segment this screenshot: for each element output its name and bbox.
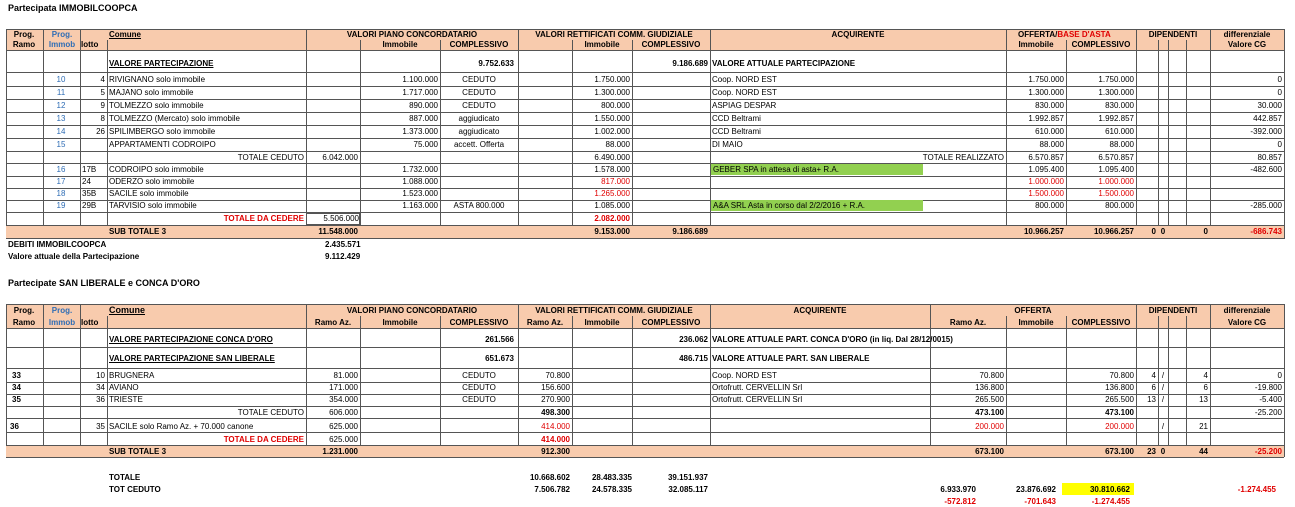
header-lotto: lotto	[81, 40, 99, 49]
label-totale-da-cedere: TOTALE DA CEDERE	[223, 214, 304, 223]
row-piano-complessivo: CEDUTO	[462, 383, 496, 392]
row-lotto: 29B	[82, 201, 97, 210]
row-lotto: 10	[96, 371, 105, 380]
row-comune: APPARTAMENTI CODROIPO	[109, 140, 216, 149]
row-piano-immobile: 1.088.000	[402, 177, 438, 186]
row-rett-immobile: 1.750.000	[594, 75, 630, 84]
conca-rett: 236.062	[679, 335, 708, 344]
header2-off-complessivo: COMPLESSIVO	[1071, 318, 1131, 327]
header-valori-piano: VALORI PIANO CONCORDATARIO	[346, 30, 478, 39]
row-off-complessivo: 1.992.857	[1098, 114, 1134, 123]
neg-a: -572.812	[944, 497, 976, 506]
row-piano-complessivo: CEDUTO	[462, 101, 496, 110]
row-piano-complessivo: aggiudicato	[458, 127, 500, 136]
row36-comune: SACILE solo Ramo Az. + 70.000 canone	[109, 422, 254, 431]
row-rett-ramo: 156.600	[541, 383, 570, 392]
row-differenziale: 0	[1277, 371, 1282, 380]
row-dip-sep: /	[1161, 371, 1165, 380]
tot2-ceduto-piano: 606.000	[329, 408, 358, 417]
row-differenziale: 442.857	[1253, 114, 1282, 123]
header-differenziale: differenziale	[1223, 30, 1271, 39]
label-totale-ceduto: TOTALE CEDUTO	[237, 153, 304, 162]
tot-real-imm: 6.570.857	[1028, 153, 1064, 162]
row-acquirente: A&A SRL Asta in corso dal 2/2/2016 + R.A.	[713, 201, 866, 210]
off-a: 6.933.970	[940, 485, 976, 494]
label2-sub-totale-3: SUB TOTALE 3	[109, 447, 167, 456]
row-piano-immobile: 1.100.000	[402, 75, 438, 84]
row-off-ramo: 136.800	[975, 383, 1004, 392]
row36-rett-ramo: 414.000	[541, 422, 570, 431]
conca-piano: 261.566	[485, 335, 514, 344]
tot2-ceduto-comp: 473.100	[1105, 408, 1134, 417]
header2-rett-complessivo: COMPLESSIVO	[641, 318, 701, 327]
header-valori-rettificati: VALORI RETTIFICATI COMM. GIUDIZIALE	[535, 30, 693, 39]
row-acquirente: Coop. NORD EST	[712, 75, 777, 84]
header-valore-cg: Valore CG	[1227, 40, 1267, 49]
row-comune: TRIESTE	[109, 395, 143, 404]
row-rett-immobile: 1.578.000	[594, 165, 630, 174]
sanlib-piano: 651.673	[485, 354, 514, 363]
row-piano-complessivo: accett. Offerta	[453, 140, 505, 149]
row-piano-immobile: 887.000	[409, 114, 438, 123]
header-prog-immob: Prog.	[51, 30, 73, 39]
header2-off-immobile: Immobile	[1018, 318, 1054, 327]
row-off-ramo: 265.500	[975, 395, 1004, 404]
tot2-ceduto-diff: -25.200	[1254, 408, 1282, 417]
header2-rett-immobile: Immobile	[584, 318, 620, 327]
row-dip-c: 13	[1199, 395, 1208, 404]
row-off-complessivo: 1.095.400	[1098, 165, 1134, 174]
header2-acquirente: ACQUIRENTE	[793, 306, 847, 315]
sub2-comp: 673.100	[1105, 447, 1134, 456]
sub-off-comp: 10.966.257	[1093, 227, 1134, 236]
header2-lotto: lotto	[81, 318, 99, 327]
tot-real-comp: 6.570.857	[1098, 153, 1134, 162]
row-off-immobile: 610.000	[1035, 127, 1064, 136]
row-differenziale: 0	[1277, 140, 1282, 149]
row-differenziale: -5.400	[1259, 395, 1282, 404]
header2-valori-piano: VALORI PIANO CONCORDATARIO	[346, 306, 478, 315]
row-off-complessivo: 1.300.000	[1098, 88, 1134, 97]
row-prog-ramo: 14	[56, 127, 66, 136]
row-dip-a: 6	[1151, 383, 1156, 392]
row-acquirente: Ortofrutt. CERVELLIN Srl	[712, 395, 803, 404]
header2-piano-immobile: Immobile	[382, 318, 418, 327]
tot-real-diff: 80.857	[1257, 153, 1282, 162]
sub-dip-b: 0	[1160, 227, 1166, 236]
label-san-liberale: VALORE PARTECIPAZIONE SAN LIBERALE	[109, 354, 275, 363]
row-comune: CODROIPO solo immobile	[109, 165, 204, 174]
totale-a: 10.668.602	[529, 473, 570, 482]
row-acquirente: ASPIAG DESPAR	[712, 101, 777, 110]
row-rett-immobile: 1.300.000	[594, 88, 630, 97]
row-prog-ramo: 15	[56, 140, 66, 149]
row-off-immobile: 1.992.857	[1028, 114, 1064, 123]
header2-differenziale: differenziale	[1223, 306, 1271, 315]
row-off-immobile: 1.095.400	[1028, 165, 1064, 174]
row-rett-immobile: 1.550.000	[594, 114, 630, 123]
header2-valore-cg: Valore CG	[1227, 318, 1267, 327]
row-comune: AVIANO	[109, 383, 139, 392]
row-off-complessivo: 136.800	[1105, 383, 1134, 392]
header-offerta: OFFERTA/BASE D'ASTA	[1018, 30, 1111, 39]
row-off-complessivo: 88.000	[1109, 140, 1134, 149]
row-piano-immobile: 1.163.000	[402, 201, 438, 210]
row-piano-immobile: 75.000	[413, 140, 438, 149]
header2-dipendenti: DIPENDENTI	[1148, 306, 1198, 315]
header2-rett-ramo: Ramo Az.	[526, 318, 564, 327]
row-prog-ramo: 35	[12, 395, 21, 404]
header2-piano-ramo: Ramo Az.	[314, 318, 352, 327]
row-off-complessivo: 1.500.000	[1098, 189, 1134, 198]
header2-offerta: OFFERTA	[1014, 306, 1052, 315]
label-valore-attuale-partecipazione: Valore attuale della Partecipazione	[8, 252, 140, 261]
row-off-immobile: 1.500.000	[1028, 189, 1064, 198]
tot-da-cedere-rett: 2.082.000	[594, 214, 630, 223]
header-off-immobile: Immobile	[1018, 40, 1054, 49]
label-sanlib-attuale: VALORE ATTUALE PART. SAN LIBERALE	[712, 354, 870, 363]
header-prog-ramo: Prog.	[13, 30, 35, 39]
tot-ceduto-piano: 6.042.000	[322, 153, 358, 162]
row-piano-ramo: 354.000	[329, 395, 358, 404]
header2-comune: Comune	[109, 305, 145, 315]
sub-rett-comp: 9.186.689	[672, 227, 708, 236]
off-b: 23.876.692	[1015, 485, 1056, 494]
row-prog-ramo: 33	[12, 371, 21, 380]
label2-totale-ceduto: TOTALE CEDUTO	[237, 408, 304, 417]
row-off-immobile: 1.300.000	[1028, 88, 1064, 97]
row-comune: TARVISIO solo immobile	[109, 201, 197, 210]
header-acquirente: ACQUIRENTE	[831, 30, 885, 39]
sub2-dip-c: 44	[1199, 447, 1208, 456]
row-piano-complessivo: CEDUTO	[462, 88, 496, 97]
row-differenziale: 30.000	[1257, 101, 1282, 110]
row-acquirente: GEBER SPA in attesa di asta+ R.A.	[713, 165, 839, 174]
row-off-complessivo: 830.000	[1105, 101, 1134, 110]
row-lotto: 9	[100, 101, 105, 110]
row-off-complessivo: 610.000	[1105, 127, 1134, 136]
neg-b: -701.643	[1024, 497, 1056, 506]
row-off-ramo: 70.800	[979, 371, 1004, 380]
header-rett-complessivo: COMPLESSIVO	[641, 40, 701, 49]
header2-prog-immob: Prog.	[51, 306, 73, 315]
row-piano-immobile: 1.523.000	[402, 189, 438, 198]
row-lotto: 8	[100, 114, 105, 123]
row-off-immobile: 830.000	[1035, 101, 1064, 110]
off-c: 30.810.662	[1089, 485, 1130, 494]
row-rett-immobile: 1.002.000	[594, 127, 630, 136]
row-piano-immobile: 890.000	[409, 101, 438, 110]
row-dip-a: 13	[1147, 395, 1156, 404]
header-prog-ramo-2: Ramo	[12, 40, 36, 49]
sub2-rett: 912.300	[541, 447, 570, 456]
row-rett-immobile: 1.265.000	[594, 189, 630, 198]
row-lotto: 17B	[82, 165, 97, 174]
row-lotto: 26	[96, 127, 105, 136]
row-dip-sep: /	[1161, 395, 1165, 404]
row-piano-immobile: 1.717.000	[402, 88, 438, 97]
row-off-complessivo: 800.000	[1105, 201, 1134, 210]
label-valore-attuale: VALORE ATTUALE PARTECIPAZIONE	[712, 59, 856, 68]
row-piano-ramo: 171.000	[329, 383, 358, 392]
row-differenziale: -392.000	[1250, 127, 1282, 136]
header2-piano-complessivo: COMPLESSIVO	[449, 318, 509, 327]
sub-diff: -686.743	[1250, 227, 1282, 236]
row-off-immobile: 1.750.000	[1028, 75, 1064, 84]
totale-c: 39.151.937	[667, 473, 708, 482]
row-comune: TOLMEZZO solo immobile	[109, 101, 204, 110]
row-dip-c: 6	[1203, 383, 1208, 392]
sub-rett-imm: 9.153.000	[594, 227, 630, 236]
row36-piano-ramo: 625.000	[329, 422, 358, 431]
row-prog-ramo: 11	[56, 88, 66, 97]
sub2-dip-a: 23	[1147, 447, 1156, 456]
sub2-off: 673.100	[975, 447, 1004, 456]
label-totale-realizzato: TOTALE REALIZZATO	[922, 153, 1004, 162]
row-piano-immobile: 1.373.000	[402, 127, 438, 136]
sanlib-rett: 486.715	[679, 354, 708, 363]
row-prog-ramo: 19	[56, 201, 66, 210]
row-off-complessivo: 1.000.000	[1098, 177, 1134, 186]
row-piano-complessivo: CEDUTO	[462, 75, 496, 84]
header-prog-immob-2: Immob	[48, 40, 76, 49]
tot2-ceduto-off: 473.100	[975, 408, 1004, 417]
row-comune: RIVIGNANO solo immobile	[109, 75, 206, 84]
row-comune: ODERZO solo immobile	[109, 177, 195, 186]
row-piano-complessivo: aggiudicato	[458, 114, 500, 123]
row-lotto: 36	[96, 395, 105, 404]
neg-c: -1.274.455	[1091, 497, 1130, 506]
section-title-san-liberale: Partecipate SAN LIBERALE e CONCA D'ORO	[8, 278, 200, 288]
tot-ceduto-c: 32.085.117	[668, 485, 708, 494]
header2-valori-rettificati: VALORI RETTIFICATI COMM. GIUDIZIALE	[535, 306, 693, 315]
row-rett-immobile: 800.000	[601, 101, 630, 110]
row-prog-ramo: 13	[56, 114, 66, 123]
row-off-immobile: 88.000	[1039, 140, 1064, 149]
header-piano-immobile: Immobile	[382, 40, 418, 49]
header-piano-complessivo: COMPLESSIVO	[449, 40, 509, 49]
row-prog-ramo: 16	[56, 165, 66, 174]
row-lotto: 24	[82, 177, 91, 186]
sub2-piano: 1.231.000	[322, 447, 358, 456]
row-comune: TOLMEZZO (Mercato) solo immobile	[109, 114, 240, 123]
label-sub-totale-3: SUB TOTALE 3	[109, 227, 167, 236]
label-conca-attuale: VALORE ATTUALE PART. CONCA D'ORO (in liq. Dal 28/12/0015)	[712, 335, 953, 344]
row36-dip-c: 21	[1199, 422, 1208, 431]
row-piano-complessivo: CEDUTO	[462, 371, 496, 380]
row-rett-immobile: 88.000	[605, 140, 630, 149]
row-differenziale: -482.600	[1250, 165, 1282, 174]
row-off-complessivo: 70.800	[1109, 371, 1134, 380]
row-rett-ramo: 70.800	[545, 371, 570, 380]
tot2-da-cedere-rett: 414.000	[541, 435, 570, 444]
row-acquirente: CCD Beltrami	[712, 127, 761, 136]
label-totale: TOTALE	[109, 473, 141, 482]
row-rett-immobile: 1.085.000	[594, 201, 630, 210]
row-acquirente: DI MAIO	[712, 140, 743, 149]
row-comune: SPILIMBERGO solo immobile	[109, 127, 216, 136]
row-off-complessivo: 1.750.000	[1098, 75, 1134, 84]
row-lotto: 35B	[82, 189, 97, 198]
off-diff: -1.274.455	[1237, 485, 1276, 494]
row-off-complessivo: 265.500	[1105, 395, 1134, 404]
row36-dip-sep: /	[1161, 422, 1165, 431]
row-off-immobile: 800.000	[1035, 201, 1064, 210]
row-dip-sep: /	[1161, 383, 1165, 392]
row36-off-comp: 200.000	[1105, 422, 1134, 431]
sub-dip-a: 0	[1151, 227, 1156, 236]
row-comune: SACILE solo immobile	[109, 189, 189, 198]
tot-ceduto-rett: 6.490.000	[594, 153, 630, 162]
sub-piano-imm: 11.548.000	[318, 227, 358, 236]
header2-prog-ramo-2: Ramo	[12, 318, 36, 327]
sub2-diff: -25.200	[1254, 447, 1282, 456]
row36-lotto: 35	[96, 422, 105, 431]
row-piano-complessivo: CEDUTO	[462, 395, 496, 404]
section-title-immobilcoopca: Partecipata IMMOBILCOOPCA	[8, 3, 138, 13]
label-valore-partecipazione: VALORE PARTECIPAZIONE	[109, 59, 214, 68]
row-prog-ramo: 34	[12, 383, 21, 392]
row-dip-a: 4	[1151, 371, 1156, 380]
row-lotto: 4	[100, 75, 105, 84]
label-tot-ceduto: TOT CEDUTO	[109, 485, 161, 494]
row-dip-c: 4	[1203, 371, 1208, 380]
row36-ramo: 36	[10, 422, 19, 431]
row-piano-ramo: 81.000	[333, 371, 358, 380]
tot2-ceduto-rett: 498.300	[541, 408, 570, 417]
label-conca-doro: VALORE PARTECIPAZIONE CONCA D'ORO	[109, 335, 273, 344]
header-comune: Comune	[109, 30, 141, 39]
row-off-immobile: 1.000.000	[1028, 177, 1064, 186]
tot-da-cedere-piano: 5.506.000	[306, 213, 360, 225]
label2-totale-da-cedere: TOTALE DA CEDERE	[223, 435, 304, 444]
row36-off-ramo: 200.000	[975, 422, 1004, 431]
row-differenziale: -285.000	[1250, 201, 1282, 210]
row-lotto: 5	[100, 88, 105, 97]
row-differenziale: 0	[1277, 88, 1282, 97]
sub-dip-c: 0	[1203, 227, 1208, 236]
row-rett-ramo: 270.900	[541, 395, 570, 404]
row-acquirente: Ortofrutt. CERVELLIN Srl	[712, 383, 803, 392]
val-part-piano: 9.752.633	[478, 59, 514, 68]
row-differenziale: -19.800	[1254, 383, 1282, 392]
row-prog-ramo: 18	[56, 189, 66, 198]
header-dipendenti: DIPENDENTI	[1148, 30, 1198, 39]
header2-off-ramo: Ramo Az.	[949, 318, 987, 327]
sub2-dip-b: 0	[1160, 447, 1166, 456]
row-prog-ramo: 12	[56, 101, 66, 110]
tot-ceduto-a: 7.506.782	[534, 485, 570, 494]
row-differenziale: 0	[1277, 75, 1282, 84]
tot2-da-cedere-piano: 625.000	[329, 435, 358, 444]
row-prog-ramo: 17	[56, 177, 66, 186]
row-lotto: 34	[96, 383, 105, 392]
label-debiti: DEBITI IMMOBILCOOPCA	[8, 240, 107, 249]
valore-attuale-val: 9.112.429	[325, 252, 361, 261]
header2-prog-ramo: Prog.	[13, 306, 35, 315]
header-off-complessivo: COMPLESSIVO	[1071, 40, 1131, 49]
row-comune: MAJANO solo immobile	[109, 88, 194, 97]
row-rett-immobile: 817.000	[601, 177, 630, 186]
row-piano-immobile: 1.732.000	[402, 165, 438, 174]
row-acquirente: CCD Beltrami	[712, 114, 761, 123]
sub-off-imm: 10.966.257	[1023, 227, 1064, 236]
tot-ceduto-b: 24.578.335	[591, 485, 632, 494]
header-rett-immobile: Immobile	[584, 40, 620, 49]
row-piano-complessivo: ASTA 800.000	[453, 201, 505, 210]
debiti-val: 2.435.571	[325, 240, 361, 249]
header2-prog-immob-2: Immob	[48, 318, 76, 327]
row-prog-ramo: 10	[56, 75, 66, 84]
row-acquirente: Coop. NORD EST	[712, 88, 777, 97]
row-comune: BRUGNERA	[109, 371, 155, 380]
val-part-rett: 9.186.689	[672, 59, 708, 68]
row-acquirente: Coop. NORD EST	[712, 371, 777, 380]
totale-b: 28.483.335	[591, 473, 632, 482]
